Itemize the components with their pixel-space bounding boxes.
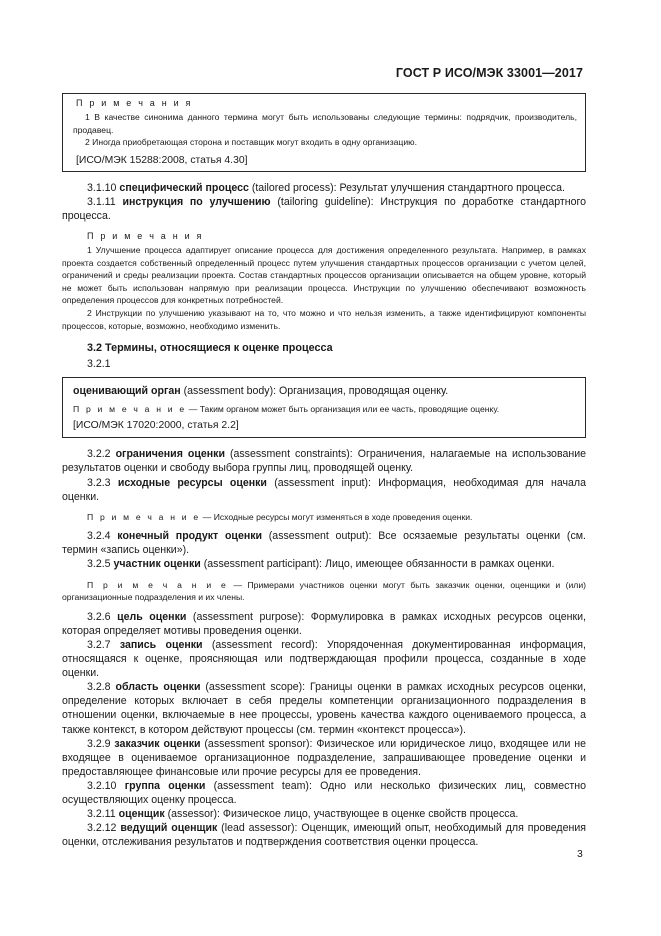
term-3-2-11: 3.2.11 оценщик (assessor): Физическое лицо, участвующее в оценке свойств процесса. — [87, 808, 519, 821]
reference: [ИСО/МЭК 17020:2000, статья 2.2] — [73, 420, 239, 432]
document-body — [62, 93, 586, 849]
term-3-2-5: 3.2.5 участник оценки (assessment participant): Лицо, имеющее обязанности в рамках оценки. — [87, 558, 555, 571]
term-3-2-3: 3.2.3 исходные ресурсы оценки (assessment input): Информация, необходимая для начала оценки. — [62, 476, 586, 503]
notes-heading: П р и м е ч а н и я — [87, 231, 204, 242]
note-1: 1 В качестве синонима данного термина могут быть использованы следующие термины: подрядчик, производитель, продавец. — [73, 112, 577, 135]
reference: [ИСО/МЭК 15288:2008, статья 4.30] — [76, 154, 248, 166]
term-3-1-10: 3.1.10 специфический процесс (tailored process): Результат улучшения стандартного процесса. — [87, 181, 565, 194]
term-number: 3.2.1 — [87, 358, 111, 371]
note-1: 1 Улучшение процесса адаптирует описание процесса для достижения определенного результата. Например, в рамках проекта создается собственный определенный процесс путем улучшения стандартных процессов организации с учетом целей, ограничений и среды реализации проекта. Состав стандартных процессов организации описывается на общем уровне, который не может быть использован напрямую при реализации процесса. Инструкции по улучшению обеспечивают возможность определения процессов для конкретных потребностей. — [62, 245, 586, 306]
note-2: 2 Инструкции по улучшению указывают на то, что можно и что нельзя изменить, а также идентифицируют компоненты процессов, которые, возможно, необходимо изменить. — [62, 308, 586, 331]
term-3-2-12: 3.2.12 ведущий оценщик (lead assessor): Оценщик, имеющий опыт, необходимый для проведения оценки, отслеживания результатов и подтверждения соответствия оценки процесса. — [62, 822, 586, 849]
notes-heading: П р и м е ч а н и я — [76, 98, 193, 108]
note-2: 2 Иногда приобретающая сторона и поставщик могут входить в одну организацию. — [85, 137, 417, 148]
note: П р и м е ч а н и е — Примерами участников оценки могут быть заказчик оценки, оценщики и (или) организационные подразделения и их члены. — [62, 579, 586, 603]
term-3-2-2: 3.2.2 ограничения оценки (assessment constraints): Ограничения, налагаемые на использование результатов оценки и свободу выбора группы лиц, проводящей оценку. — [62, 448, 587, 475]
section-title: 3.2 Термины, относящиеся к оценке процесса — [87, 342, 333, 355]
term-3-2-10: 3.2.10 группа оценки (assessment team): Одно или несколько физических лиц, совместно осуществляющих оценку процесса. — [62, 779, 586, 806]
note: П р и м е ч а н и е — Таким органом может быть организация или ее часть, проводящие оценку. — [73, 404, 500, 415]
term-3-2-9: 3.2.9 заказчик оценки (assessment sponsor): Физическое или юридическое лицо, входящее или не входящее в оцениваемое организационное подразделение, запрашивающее проведение оценки и предоставляющее финансовые или прочие ресурсы для ее проведения. — [62, 737, 586, 778]
term-box-assessment-body — [62, 377, 586, 438]
term-3-2-1: оценивающий орган (assessment body): Организация, проводящая оценку. — [73, 385, 449, 398]
term-3-2-6: 3.2.6 цель оценки (assessment purpose): Формулировка в рамках исходных ресурсов оценки, которая определяет мотивы проведения оценки. — [62, 610, 586, 637]
term-3-2-4: 3.2.4 конечный продукт оценки (assessment output): Все осязаемые результаты оценки (см. термин «запись оценки»). — [62, 530, 586, 557]
note: П р и м е ч а н и е — Исходные ресурсы могут изменяться в ходе проведения оценки. — [87, 511, 473, 522]
term-3-2-7: 3.2.7 запись оценки (assessment record): Упорядоченная документированная информация, относящаяся к оценке, проясняющая или подтверждающая профили процесса, созданные в ходе оценки. — [62, 638, 586, 680]
page-header: ГОСТ Р ИСО/МЭК 33001—2017 — [395, 66, 583, 80]
term-3-2-8: 3.2.8 область оценки (assessment scope): Границы оценки в рамках исходных ресурсов оценки, определение которых включает в себя пределы компетенции организационного подразделения в отношении оценки, включаемые в нее процессы, уровень качества каждого оцениваемого процесса, а также контекст, в котором действуют процессы (см. термин «контекст процесса»). — [62, 681, 587, 736]
notes-box-supplier — [62, 93, 586, 172]
page-number: 3 — [577, 849, 583, 860]
term-3-1-11: 3.1.11 инструкция по улучшению (tailoring guideline): Инструкция по доработке стандартного процесса. — [62, 195, 587, 222]
